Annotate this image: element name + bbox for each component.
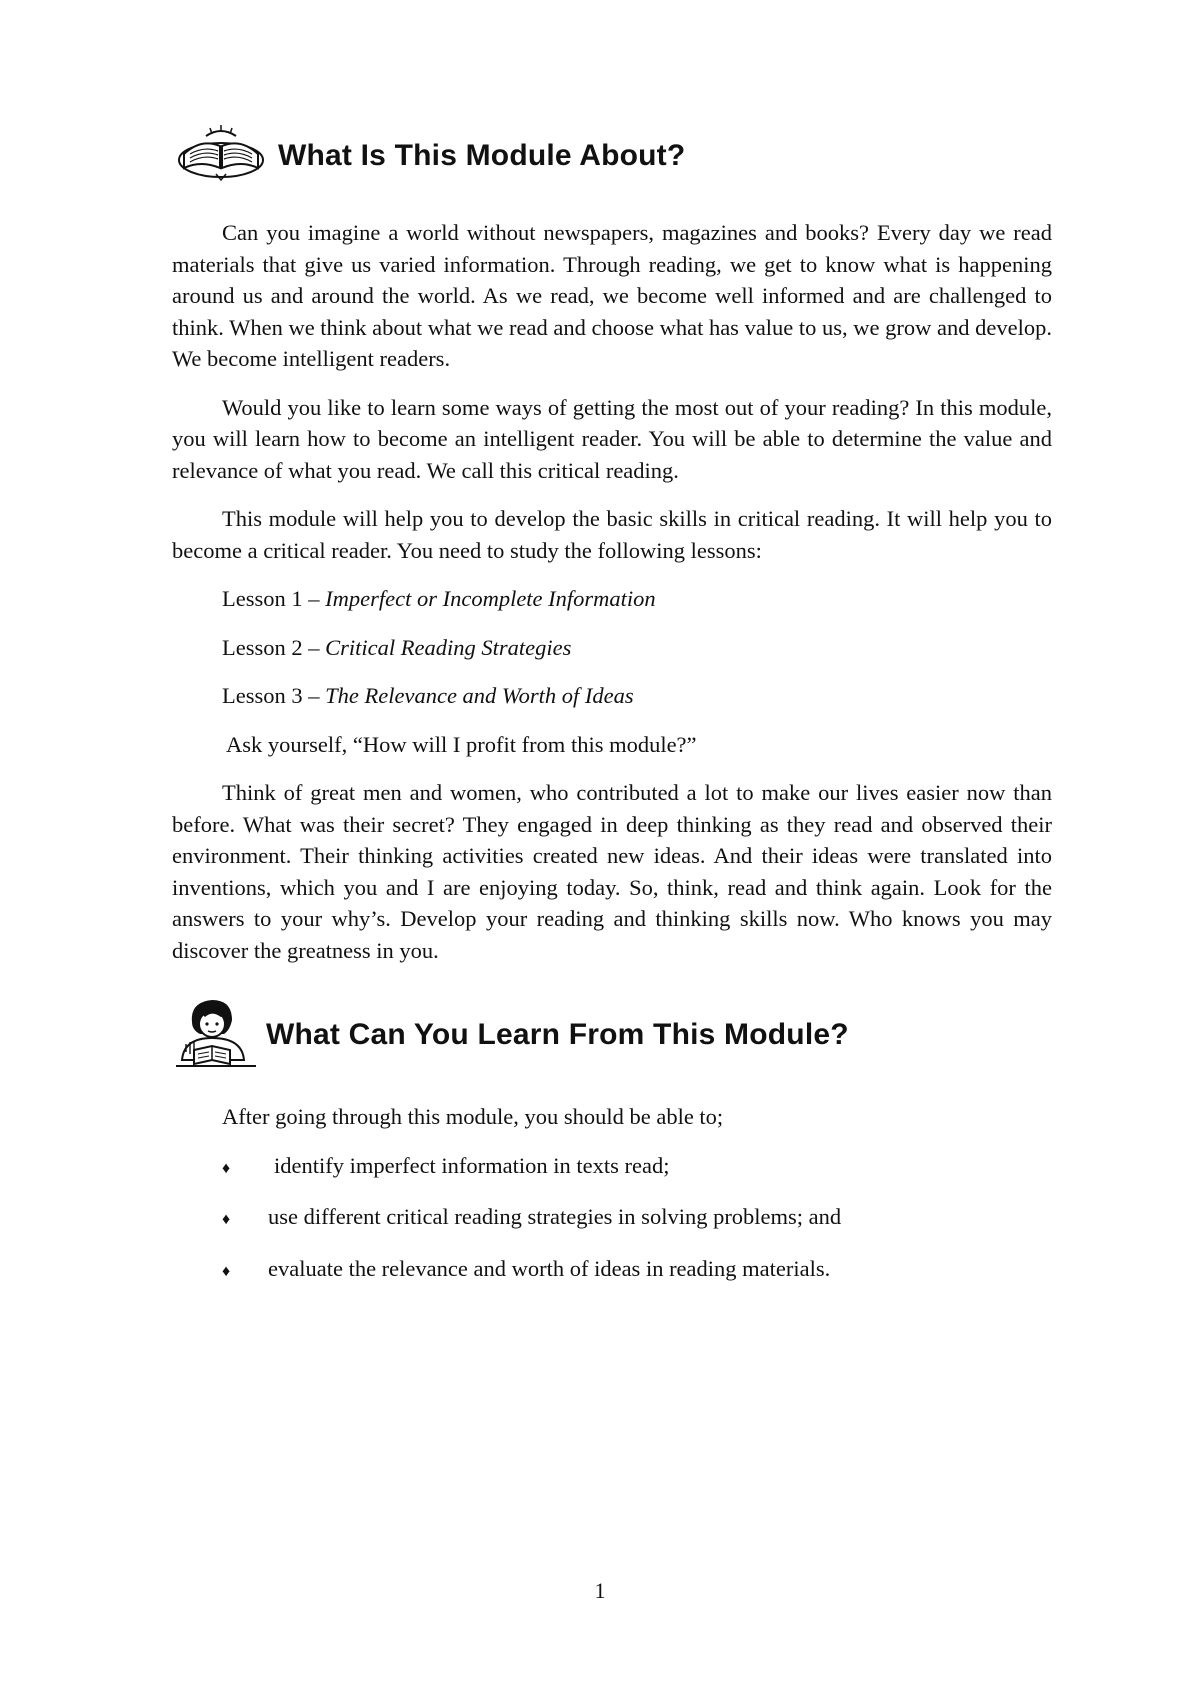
- lesson-item: [172, 583, 1052, 615]
- page-number: 1: [594, 1578, 606, 1603]
- diamond-bullet-icon: ♦: [222, 1159, 231, 1177]
- lesson-title: Imperfect or Incomplete Information: [325, 586, 656, 611]
- paragraph: Would you like to learn some ways of getting the most out of your reading? In this module, you will learn how to become an intelligent reader. You will be able to determine the value and relevance of what you read. We call this critical reading.: [172, 394, 1052, 483]
- objectives-intro: After going through this module, you should be able to;: [222, 1104, 724, 1129]
- list-item: [172, 1253, 1052, 1288]
- paragraph: This module will help you to develop the basic skills in critical reading. It will help you to become a critical reader. You need to study the following lessons:: [172, 506, 1052, 563]
- section-heading-learn: [172, 994, 849, 1075]
- section-body-learn: [172, 1101, 1052, 1304]
- lesson-label: Lesson 3 –: [222, 683, 326, 708]
- open-book-icon: [176, 124, 266, 187]
- list-item: [172, 1201, 1052, 1236]
- list-item: [172, 1150, 1052, 1185]
- lesson-label: Lesson 2 –: [222, 634, 326, 660]
- student-reading-icon: [172, 994, 260, 1075]
- lesson-title: Critical Reading Strategies: [325, 634, 572, 660]
- objective-text: evaluate the relevance and worth of ideas in reading materials.: [268, 1255, 831, 1281]
- section-title-learn: What Can You Learn From This Module?: [266, 1017, 849, 1051]
- objectives-list: [172, 1150, 1052, 1288]
- lesson-title: The Relevance and Worth of Ideas: [325, 683, 634, 708]
- lesson-label: Lesson 1 –: [222, 586, 326, 611]
- paragraph: Can you imagine a world without newspapers, magazines and books? Every day we read materials that give us varied information. Through reading, we get to know what is happening around us and around the world. As we read, we become well informed and are challenged to think. When we think about what we read and choose what has value to us, we grow and develop. We become intelligent readers.: [172, 220, 1052, 371]
- lesson-item: [172, 680, 1052, 712]
- diamond-bullet-icon: ♦: [222, 1262, 231, 1280]
- ask-yourself-line: Ask yourself, “How will I profit from this module?”: [226, 731, 697, 757]
- lesson-item: [172, 632, 1052, 664]
- section-title-about: What Is This Module About?: [278, 138, 686, 172]
- paragraph: Think of great men and women, who contributed a lot to make our lives easier now than before. What was their secret? They engaged in deep thinking as they read and observed their environment. Their thinking activities created new ideas. And their ideas were translated into inventions, which you and I are enjoying today. So, think, read and think again. Look for the answers to your why’s. Develop your reading and thinking skills now. Who knows you may discover the greatness in you.: [172, 780, 1052, 963]
- diamond-bullet-icon: ♦: [222, 1211, 231, 1228]
- section-body-about: [172, 217, 1052, 983]
- objective-text: identify imperfect information in texts read;: [274, 1152, 670, 1178]
- objective-text: use different critical reading strategies in solving problems; and: [268, 1204, 842, 1229]
- section-heading-about: [176, 124, 685, 187]
